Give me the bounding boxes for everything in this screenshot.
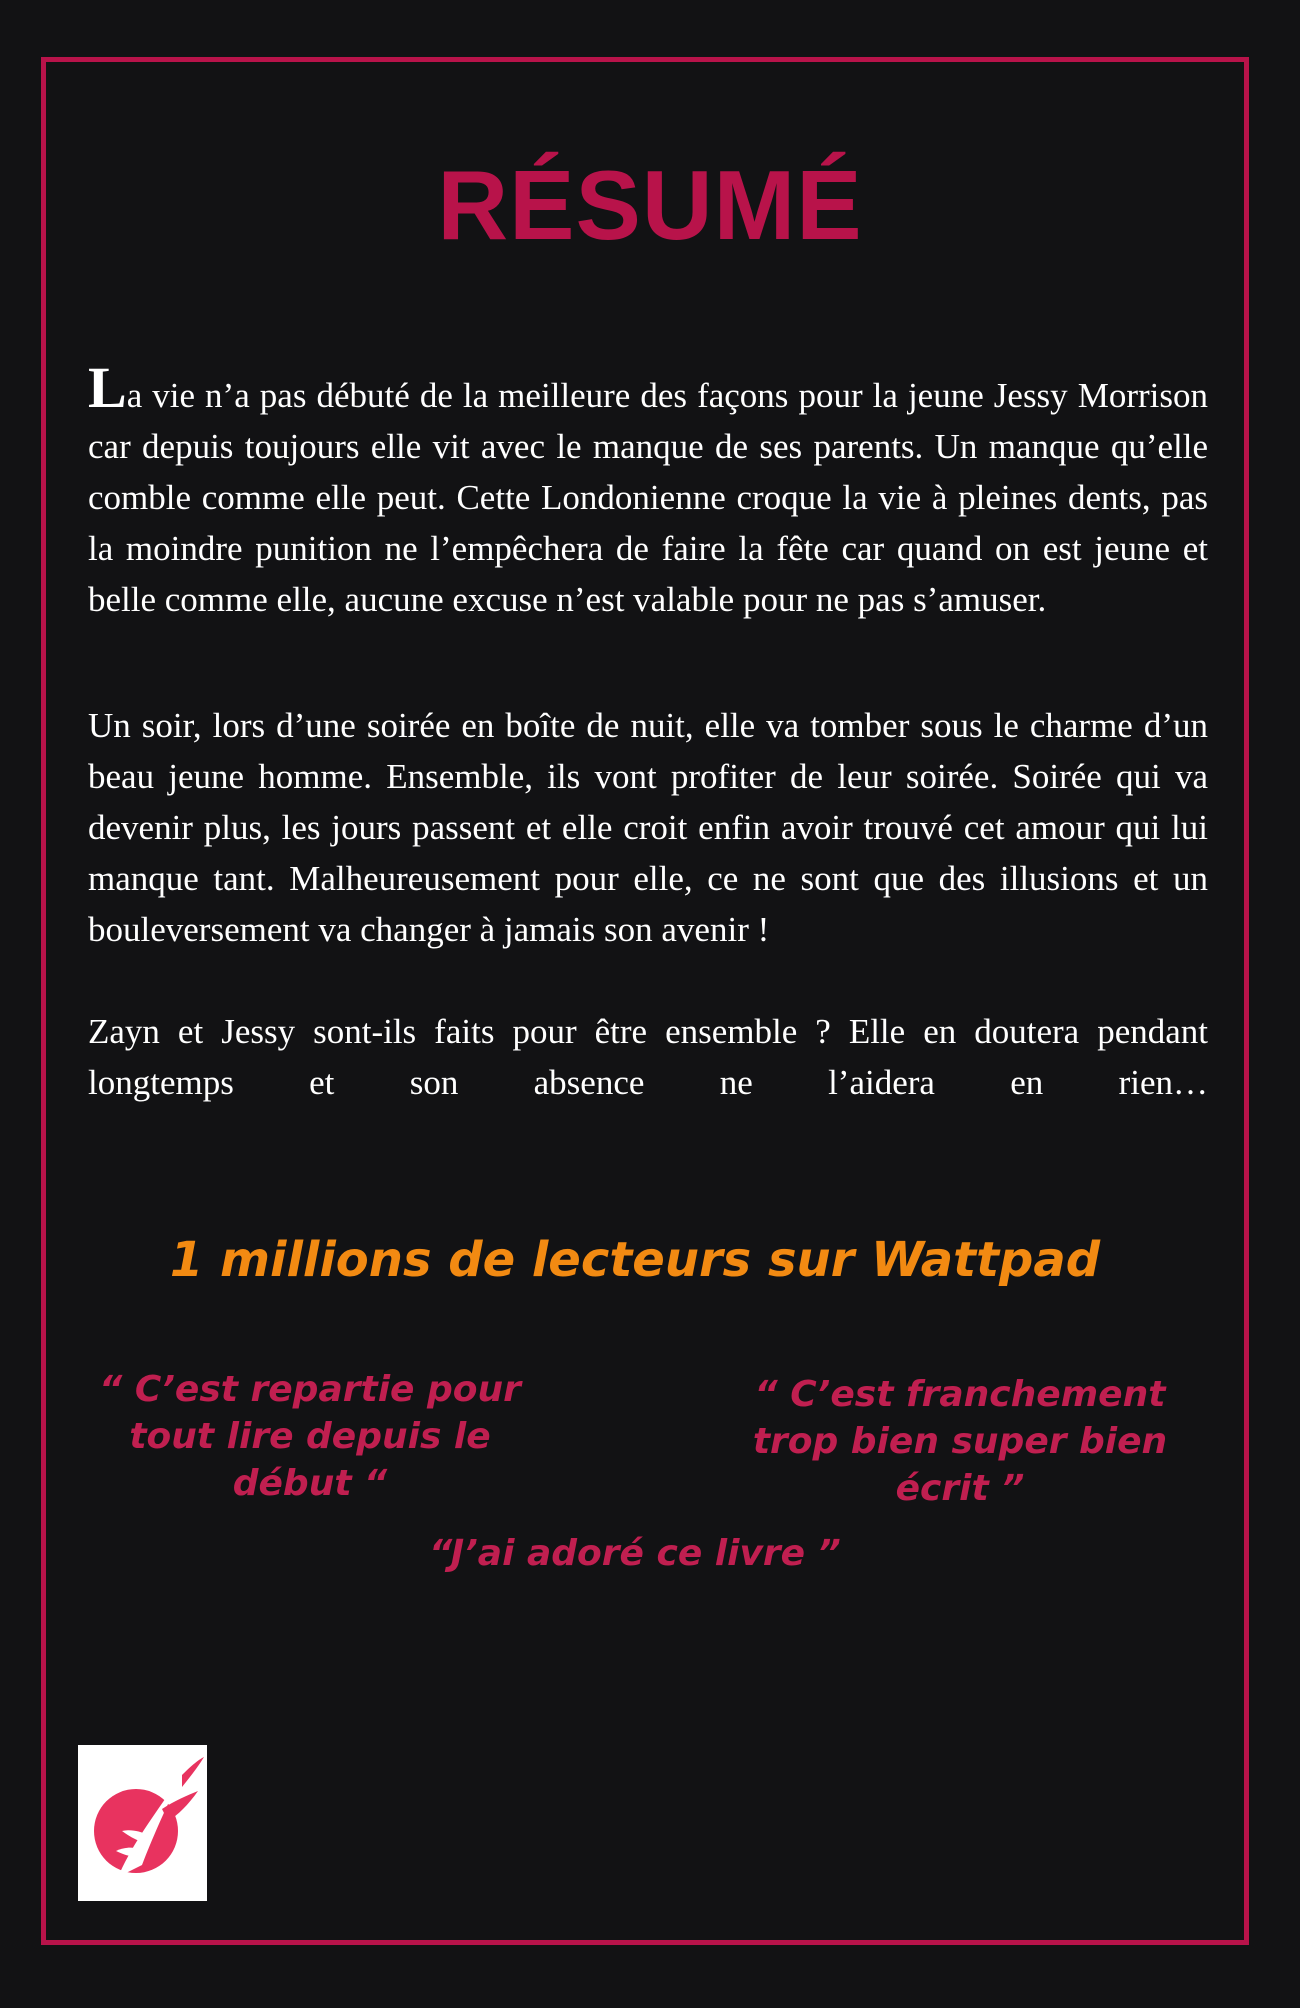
page-border: [41, 57, 1249, 1945]
quote-right: “ C’est franchement trop bien super bien écrit ”: [752, 1374, 1168, 1509]
quote-center: “J’ai adoré ce livre ”: [429, 1533, 841, 1574]
feather-quill-icon: [78, 1745, 207, 1901]
publisher-logo: [78, 1745, 207, 1901]
readers-tagline: 1 millions de lecteurs sur Wattpad: [169, 1232, 1101, 1288]
page-title: RÉSUMÉ: [437, 150, 863, 260]
summary-paragraph-1: [88, 355, 1208, 625]
summary-paragraph-3: Zayn et Jessy sont-ils faits pour être ensemble ? Elle en doutera pendant longtemps et son absence ne l’aidera en rien…: [88, 1012, 1208, 1102]
paragraph-1-text: a vie n’a pas débuté de la meilleure des façons pour la jeune Jessy Morrison car depuis toujours elle vit avec le manque de ses parents. Un manque qu’elle comble comme elle peut. Cette Londonienne croque la vie à pleines dents, pas la moindre punition ne l’empêchera de faire la fête car quand on est jeune et belle comme elle, aucune excuse n’est valable pour ne pas s’amuser.: [88, 376, 1208, 619]
summary-paragraph-2: Un soir, lors d’une soirée en boîte de nuit, elle va tomber sous le charme d’un beau jeune homme. Ensemble, ils vont profiter de leur soirée. Soirée qui va devenir plus, les jours passent et elle croit enfin avoir trouvé cet amour qui lui manque tant. Malheureusement pour elle, ce ne sont que des illusions et un bouleversement va changer à jamais son avenir !: [88, 706, 1208, 949]
drop-cap: L: [88, 355, 127, 420]
quote-left: “ C’est repartie pour tout lire depuis le début “: [99, 1369, 521, 1504]
